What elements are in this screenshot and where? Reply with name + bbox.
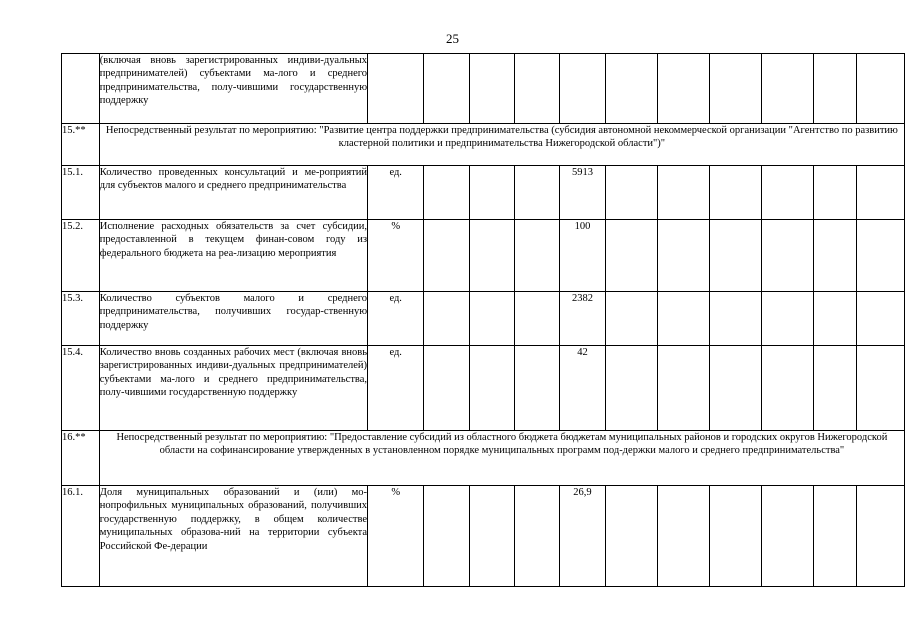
section-row bbox=[62, 124, 905, 166]
table-row bbox=[62, 346, 905, 431]
row-number: 15.** bbox=[62, 124, 100, 166]
section-row bbox=[62, 431, 905, 486]
indicator-description: Количество вновь созданных рабочих мест (включая вновь зарегистрированных индиви-дуальных предпринимателей) субъектами ма-лого и среднего предпринимательства, полу-чившими государственную поддержку bbox=[99, 346, 367, 431]
unit-cell: ед. bbox=[368, 292, 424, 346]
unit-cell: ед. bbox=[368, 346, 424, 431]
value-cell: 2382 bbox=[560, 292, 606, 346]
row-number: 15.1. bbox=[62, 166, 100, 220]
indicator-description: Количество проведенных консультаций и ме-роприятий для субъектов малого и среднего предпринимательства bbox=[99, 166, 367, 220]
row-number: 15.4. bbox=[62, 346, 100, 431]
indicators-table bbox=[61, 53, 905, 587]
section-result-text: Непосредственный результат по мероприятию: "Развитие центра поддержки предпринимательства (субсидия автономной некоммерческой организации "Агентство по развитию кластерной политики и предпринимательства Нижегородской области")" bbox=[99, 124, 904, 166]
unit-cell: % bbox=[368, 220, 424, 292]
table-row bbox=[62, 292, 905, 346]
table-row bbox=[62, 54, 905, 124]
indicator-description: Доля муниципальных образований и (или) мо-нопрофильных муниципальных образований, получивших государственную поддержку, в общем количестве муниципальных образова-ний на территории субъекта Российской Фе-дерации bbox=[99, 486, 367, 587]
row-number: 16.1. bbox=[62, 486, 100, 587]
value-cell: 100 bbox=[560, 220, 606, 292]
table-row bbox=[62, 220, 905, 292]
indicator-description: Исполнение расходных обязательств за счет субсидии, предоставленной в текущем финан-совом году из федерального бюджета на реа-лизацию мероприятия bbox=[99, 220, 367, 292]
row-number: 15.3. bbox=[62, 292, 100, 346]
value-cell: 5913 bbox=[560, 166, 606, 220]
row-number: 15.2. bbox=[62, 220, 100, 292]
value-cell: 26,9 bbox=[560, 486, 606, 587]
table-row bbox=[62, 166, 905, 220]
unit-cell: ед. bbox=[368, 166, 424, 220]
section-result-text: Непосредственный результат по мероприятию: "Предоставление субсидий из областного бюджета бюджетам муниципальных районов и городских округов Нижегородской области на софинансирование утвержденных в установленном порядке муниципальных программ под-держки малого и среднего предпринимательства" bbox=[99, 431, 904, 486]
indicator-description: (включая вновь зарегистрированных индиви-дуальных предпринимателей) субъектами ма-лого и среднего предпринимательства, полу-чившими государственную поддержку bbox=[99, 54, 367, 124]
indicator-description: Количество субъектов малого и среднего предпринимательства, получивших государ-ственную поддержку bbox=[99, 292, 367, 346]
page-number: 25 bbox=[446, 31, 459, 46]
row-number: 16.** bbox=[62, 431, 100, 486]
value-cell: 42 bbox=[560, 346, 606, 431]
table-row bbox=[62, 486, 905, 587]
unit-cell: % bbox=[368, 486, 424, 587]
